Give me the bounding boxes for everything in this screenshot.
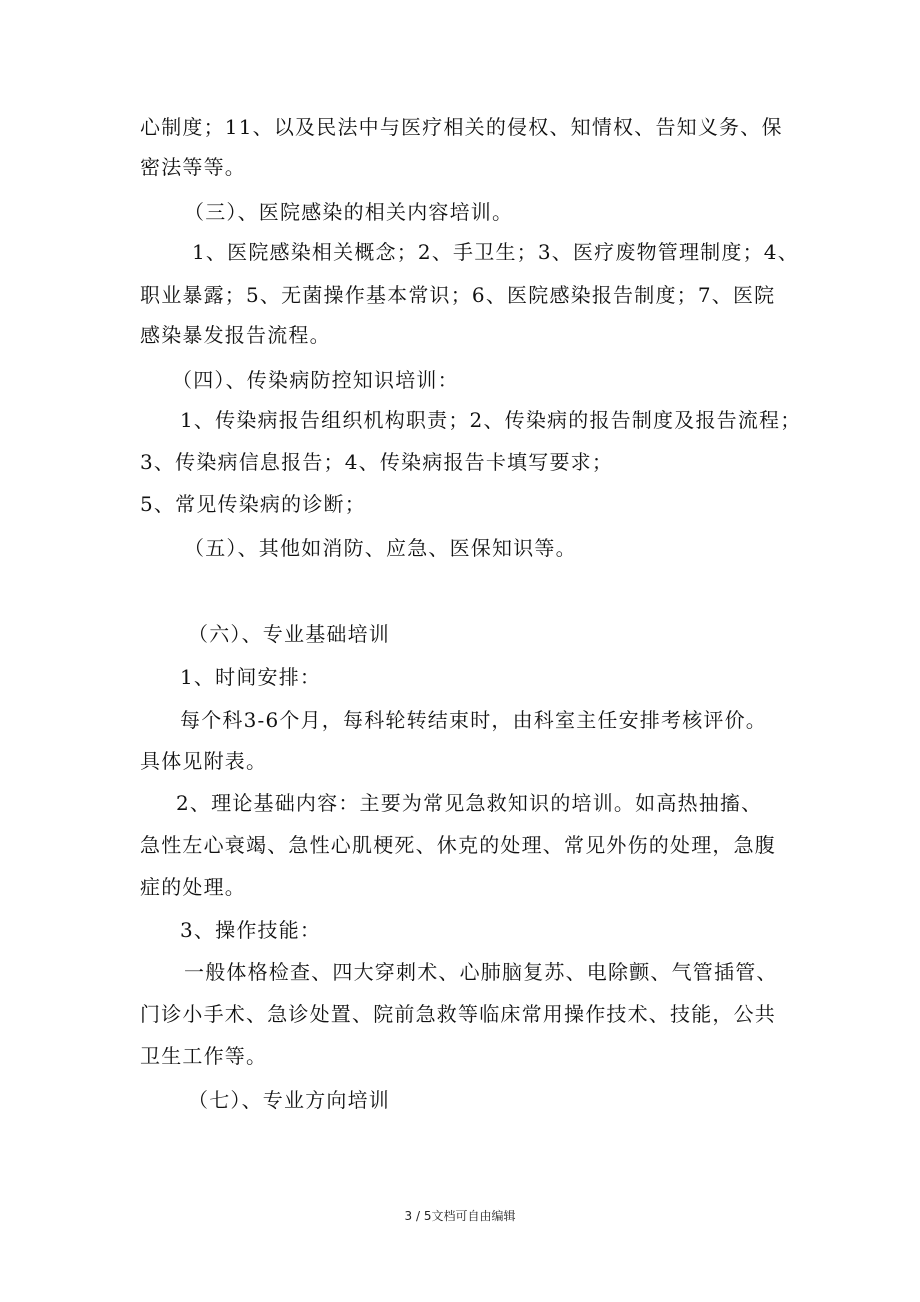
text-line: 3、操作技能： xyxy=(180,918,322,942)
text-line: 3、传染病信息报告；4、传染病报告卡填写要求； xyxy=(140,450,614,474)
text-line: 密法等等。 xyxy=(140,155,246,179)
text-line: 每个科3-6个月，每科轮转结束时，由科室主任安排考核评价。 xyxy=(180,708,768,732)
text-line: 2、理论基础内容：主要为常见急救知识的培训。如高热抽搐、 xyxy=(176,791,763,815)
text-line: 症的处理。 xyxy=(140,875,246,899)
text-line: 感染暴发报告流程。 xyxy=(140,323,331,347)
text-line: 1、医院感染相关概念；2、手卫生；3、医疗废物管理制度；4、 xyxy=(192,240,799,264)
section-heading-3: （三）、医院感染的相关内容培训。 xyxy=(184,200,514,224)
text-line: 1、时间安排： xyxy=(180,665,322,689)
section-heading-5: （五）、其他如消防、应急、医保知识等。 xyxy=(184,536,577,560)
text-line: 5、常见传染病的诊断； xyxy=(140,492,366,516)
text-line: 1、传染病报告组织机构职责；2、传染病的报告制度及报告流程； xyxy=(180,408,802,432)
text-line: 职业暴露；5、无菌操作基本常识；6、医院感染报告制度；7、医院 xyxy=(140,283,776,307)
section-heading-6: （六）、专业基础培训 xyxy=(188,622,390,646)
text-line: 卫生工作等。 xyxy=(140,1044,268,1068)
section-heading-7: （七）、专业方向培训 xyxy=(188,1088,390,1112)
text-line: 门诊小手术、急诊处置、院前急救等临床常用操作技术、技能，公共 xyxy=(140,1002,776,1026)
text-line: 具体见附表。 xyxy=(140,749,268,773)
section-heading-4: （四）、传染病防控知识培训： xyxy=(172,368,459,392)
text-line: 急性左心衰竭、急性心肌梗死、休克的处理、常见外伤的处理，急腹 xyxy=(140,833,776,857)
page-footer: 3 / 5文档可自由编辑 xyxy=(404,1209,516,1223)
text-line: 心制度；11、以及民法中与医疗相关的侵权、知情权、告知义务、保 xyxy=(140,115,783,139)
text-line: 一般体格检查、四大穿刺术、心肺脑复苏、电除颤、气管插管、 xyxy=(184,960,778,984)
